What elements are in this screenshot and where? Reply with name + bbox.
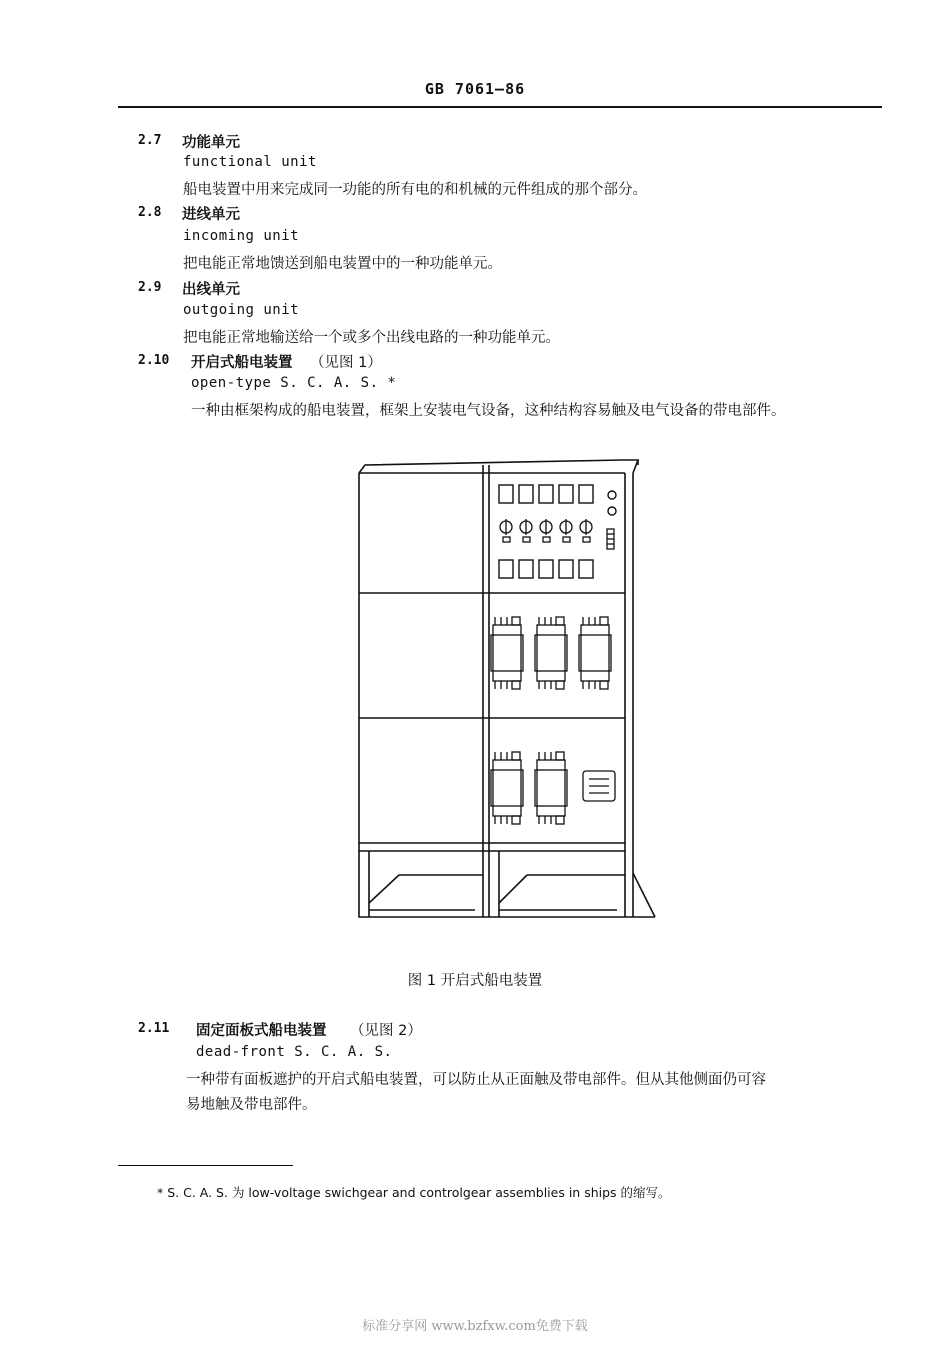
term-english: outgoing unit [183,302,300,318]
term-definition: 把电能正常地输送给一个或多个出线电路的一种功能单元。 [183,330,560,346]
term-definition: 一种带有面板遮护的开启式船电装置，可以防止从正面触及带电部件。但从其他侧面仍可容 [186,1072,766,1088]
term-chinese: 固定面板式船电装置 [196,1023,327,1039]
term-chinese: 出线单元 [182,282,240,298]
term-english: open-type S. C. A. S. * [191,375,397,391]
figure-reference: （见图 2） [350,1023,422,1039]
clause-number: 2.11 [138,1021,170,1036]
open-type-switchboard-figure [355,455,665,940]
footnote: * S. C. A. S. 为 low-voltage swichgear and controlgear assemblies in ships 的缩写。 [157,1185,671,1200]
clause-number: 2.8 [138,205,162,220]
term-chinese: 功能单元 [182,135,240,151]
term-chinese: 进线单元 [182,207,240,223]
standard-header: GB 7061—86 [424,80,526,98]
figure-caption: 图 1 开启式船电装置 [407,973,543,989]
watermark: 标准分享网 www.bzfxw.com免费下载 [362,1319,588,1334]
term-definition: 一种由框架构成的船电装置，框架上安装电气设备，这种结构容易触及电气设备的带电部件。 [191,403,786,419]
term-english: incoming unit [183,228,300,244]
term-chinese: 开启式船电装置 [191,355,293,371]
term-english: functional unit [183,154,317,170]
clause-number: 2.10 [138,353,170,368]
clause-number: 2.7 [138,133,162,148]
figure-reference: （见图 1） [310,355,382,371]
term-english: dead-front S. C. A. S. [196,1044,393,1060]
term-definition: 船电装置中用来完成同一功能的所有电的和机械的元件组成的那个部分。 [183,182,647,198]
footnote-rule [118,1165,293,1166]
term-definition-continued: 易地触及带电部件。 [186,1097,317,1113]
header-rule [118,106,882,108]
clause-number: 2.9 [138,280,162,295]
term-definition: 把电能正常地馈送到船电装置中的一种功能单元。 [183,256,502,272]
